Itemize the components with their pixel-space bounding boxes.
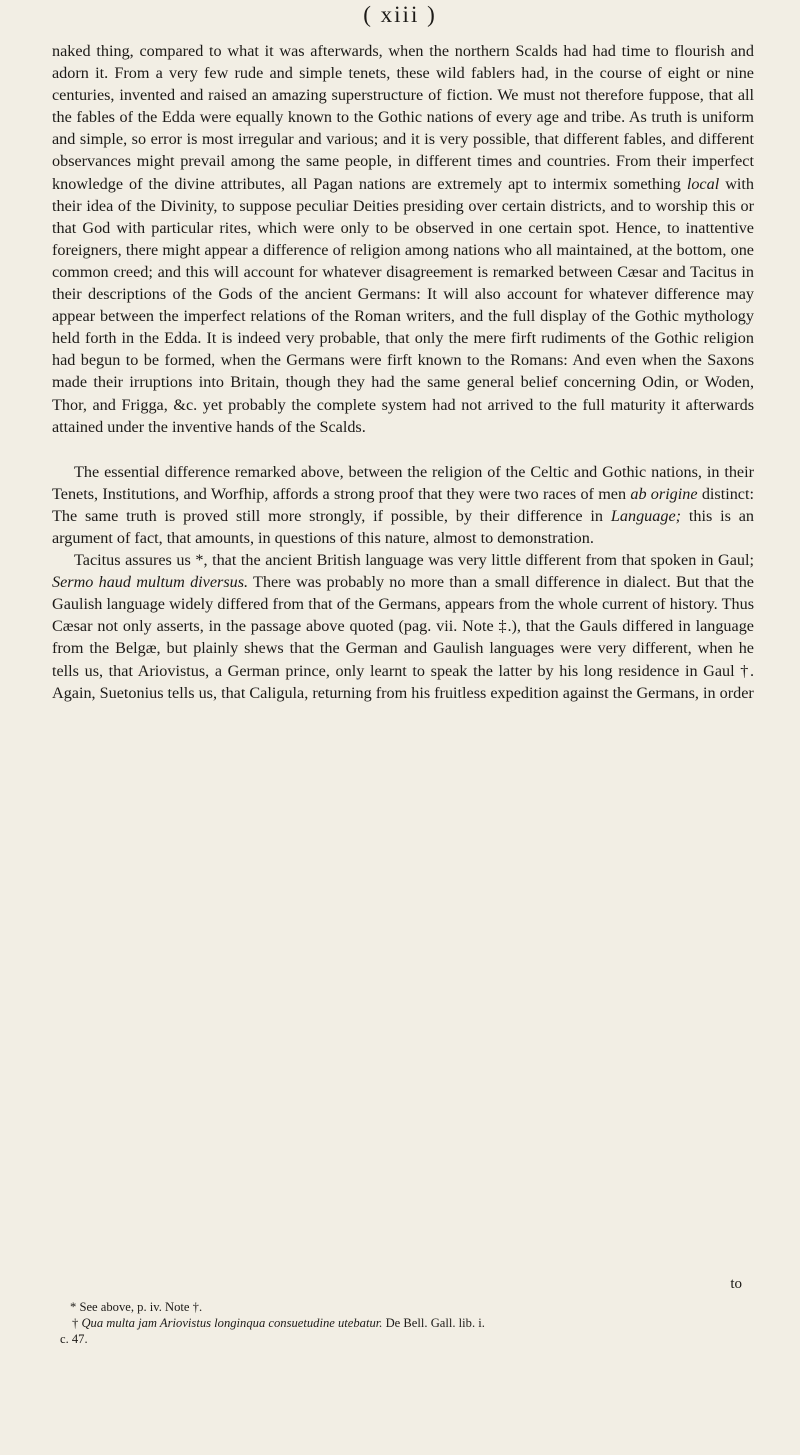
paragraph-segment: this is an argument of fact, that amounts, in questions of this nature, almost to demonstration. [52,506,755,547]
paragraph-segment: with their idea of the Divinity, to suppose peculiar Deities presiding over certain districts, and to worship this or that God with particular rites, which were only to be observed in one certain spot. Hence, to inattentive foreigners, there might appear a difference of religion among nations who all maintained, at the bottom, one common creed; and this will account for whatever disagreement is remarked between Cæsar and Tacitus in their descriptions of the Gods of the ancient Germans: It will also account for whatever difference may appear between the imperfect relations of the Roman writers, and the full display of the Gothic mythology held forth in the Edda. It is indeed very probable, that only the mere firft rudiments of the Gothic religion had begun to be formed, when the Germans were firft known to the Romans: And even when the Saxons made their irruptions into Britain, though they had the same general belief concerning Odin, or Woden, Thor, and Frigga, &c. yet probably the complete system had not arrived to the full maturity it afterwards attained under the inventive hands of the Scalds. [52,174,754,436]
footnote-3 [56,1331,754,1347]
footnote-segment: De Bell. Gall. lib. i. [382,1316,485,1330]
paragraph-2 [52,461,754,549]
paragraph-segment: local [686,174,720,193]
footnote-2 [56,1315,754,1331]
paragraph-1 [52,40,754,438]
page-number: ( xiii ) [363,2,437,27]
paragraph-segment: Sermo haud multum diversus. [52,573,249,592]
body-text [52,40,754,704]
paragraph-segment: naked thing, compared to what it was afterwards, when the northern Scalds had had time to flourish and adorn it. From a very few rude and simple tenets, these wild fablers had, in the course of eight or nine centuries, invented and raised an amazing superstructure of fiction. We must not therefore fuppose, that all the fables of the Edda were equally known to the Gothic nations of every age and tribe. As truth is uniform and simple, so error is most irregular and various; and it is very possible, that different fables, and different observances might prevail among the same people, in different times and countries. From their imperfect knowledge of the divine attributes, all Pagan nations are extremely apt to intermix something [52,42,754,193]
footnote-segment: † [72,1316,82,1330]
footnote-segment: Qua multa jam Ariovistus longinqua consuetudine utebatur. [81,1316,383,1330]
footnotes [56,1299,754,1347]
paragraph-segment: Tacitus assures us *, that the ancient British language was very little different from that spoken in Gaul; [74,551,754,570]
paragraph-segment: There was probably no more than a small difference in dialect. But that the Gaulish language widely differed from that of the Germans, appears from the whole current of history. Thus Cæsar not only asserts, in the passage above quoted (pag. vii. Note ‡.), that the Gauls differed in language from the Belgæ, but plainly shews that the German and Gaulish languages were very different, when he tells us, that Ariovistus, a German prince, only learnt to speak the latter by his long residence in Gaul †. Again, Suetonius tells us, that Caligula, returning from his fruitless expedition against the Germans, in order [52,573,754,702]
paragraph-segment: The essential difference remarked above, between the religion of the Celtic and Gothic nations, in their Tenets, Institutions, and Worfhip, affords a strong proof that they were two races of men [52,462,754,503]
paragraph-3 [52,549,754,704]
catchword: to [730,1276,742,1292]
footnote-segment: * See above, p. iv. Note †. [70,1300,203,1314]
footnote-1 [56,1299,754,1315]
paragraph-segment: Language; [610,506,682,525]
footnote-segment: c. 47. [60,1332,88,1346]
paragraph-segment: distinct: The same truth is proved still more strongly, if possible, by their difference in [52,484,754,525]
paragraph-segment: ab origine [630,484,698,503]
